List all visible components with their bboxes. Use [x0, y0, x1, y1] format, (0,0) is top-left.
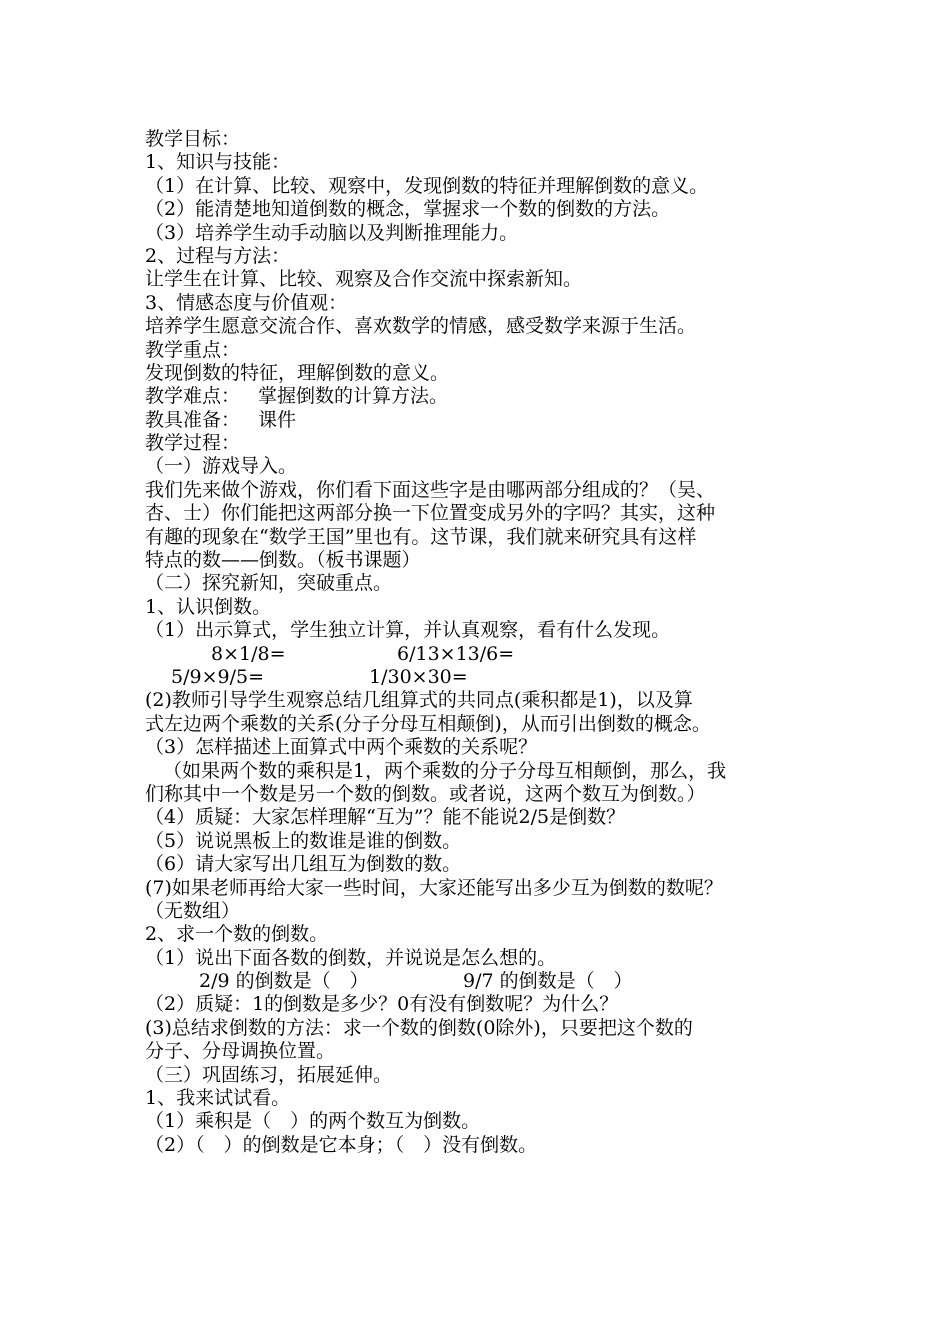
document-page: [145, 128, 845, 1157]
text-line: (3)总结求倒数的方法：求一个数的倒数(0除外)，只要把这个数的: [145, 1016, 693, 1039]
equation: 8×1/8=: [211, 642, 286, 665]
text-line: 发现倒数的特征，理解倒数的意义。: [145, 361, 450, 384]
text-line: （无数组）: [145, 899, 241, 922]
text-line: （3）怎样描述上面算式中两个乘数的关系呢？: [145, 736, 538, 759]
subheading-process-method: 2、过程与方法：: [145, 244, 291, 267]
difficulty-line: [145, 385, 845, 408]
exercise-item: 2/9 的倒数是（ ）: [199, 970, 369, 993]
text-line: 杏、士）你们能把这两部分换一下位置变成另外的字吗？其实，这种: [145, 502, 716, 525]
text-line: （6）请大家写出几组互为倒数的数。: [145, 853, 462, 876]
text-line: （一）游戏导入。: [145, 455, 298, 478]
text-line: 2、求一个数的倒数。: [145, 923, 329, 946]
text-line: （1）出示算式，学生独立计算，并认真观察，看有什么发现。: [145, 619, 671, 642]
section-heading-objectives: 教学目标：: [145, 128, 241, 150]
difficulty-value: 掌握倒数的计算方法。: [258, 385, 449, 408]
text-line: 分子、分母调换位置。: [145, 1040, 336, 1063]
materials-line: [145, 409, 845, 432]
text-line: 让学生在计算、比较、观察及合作交流中探索新知。: [145, 268, 583, 291]
text-line: （3）培养学生动手动脑以及判断推理能力。: [145, 221, 519, 244]
text-line: 特点的数——倒数。（板书课题）: [145, 549, 421, 572]
label-materials: 教具准备：: [145, 408, 241, 431]
exercise-item: 9/7 的倒数是（ ）: [463, 970, 633, 993]
text-line: （三）巩固练习，拓展延伸。: [145, 1063, 393, 1086]
equation: 5/9×9/5=: [171, 665, 264, 688]
text-line: （1）在计算、比较、观察中，发现倒数的特征并理解倒数的意义。: [145, 174, 709, 197]
text-line: （4）质疑：大家怎样理解“互为”？能不能说2/5是倒数？: [145, 806, 626, 829]
equation-row: [145, 643, 845, 666]
materials-value: 课件: [258, 408, 297, 431]
text-line: 们称其中一个数是另一个数的倒数。或者说，这两个数互为倒数。）: [145, 782, 706, 805]
equation: 1/30×30=: [369, 665, 468, 688]
text-line: （1）乘积是（ ）的两个数互为倒数。: [145, 1110, 481, 1133]
subheading-attitude-values: 3、情感态度与价值观：: [145, 291, 348, 314]
text-line: 培养学生愿意交流合作、喜欢数学的情感，感受数学来源于生活。: [145, 315, 697, 338]
equation-row: [145, 666, 845, 689]
text-line: （二）探究新知，突破重点。: [145, 572, 393, 595]
text-line: 我们先来做个游戏，你们看下面这些字是由哪两部分组成的？（吴、: [145, 478, 716, 501]
text-line: 1、我来试试看。: [145, 1087, 291, 1110]
text-line: 式左边两个乘数的关系(分子分母互相颠倒)，从而引出倒数的概念。: [145, 712, 711, 735]
text-line: 有趣的现象在“数学王国”里也有。这节课，我们就来研究具有这样: [145, 525, 697, 548]
subheading-knowledge-skills: 1、知识与技能：: [145, 151, 291, 174]
section-heading-key-points: 教学重点：: [145, 338, 241, 361]
text-line: （如果两个数的乘积是1，两个乘数的分子分母互相颠倒，那么，我: [163, 759, 727, 782]
text-line: (2)教师引导学生观察总结几组算式的共同点(乘积都是1)，以及算: [145, 689, 693, 712]
section-heading-process: 教学过程：: [145, 432, 241, 455]
text-line: （2）（ ）的倒数是它本身；（ ）没有倒数。: [145, 1133, 538, 1156]
text-line: （5）说说黑板上的数谁是谁的倒数。: [145, 829, 462, 852]
exercise-row: [145, 970, 845, 993]
text-line: （2）能清楚地知道倒数的概念，掌握求一个数的倒数的方法。: [145, 198, 671, 221]
text-line: （1）说出下面各数的倒数，并说说是怎么想的。: [145, 946, 557, 969]
text-line: 1、认识倒数。: [145, 595, 272, 618]
text-line: (7)如果老师再给大家一些时间，大家还能写出多少互为倒数的数呢？: [145, 876, 723, 899]
text-line: （2）质疑：1的倒数是多少？0有没有倒数呢？为什么？: [145, 993, 619, 1016]
label-difficulty: 教学难点：: [145, 385, 241, 408]
equation: 6/13×13/6=: [397, 642, 515, 665]
